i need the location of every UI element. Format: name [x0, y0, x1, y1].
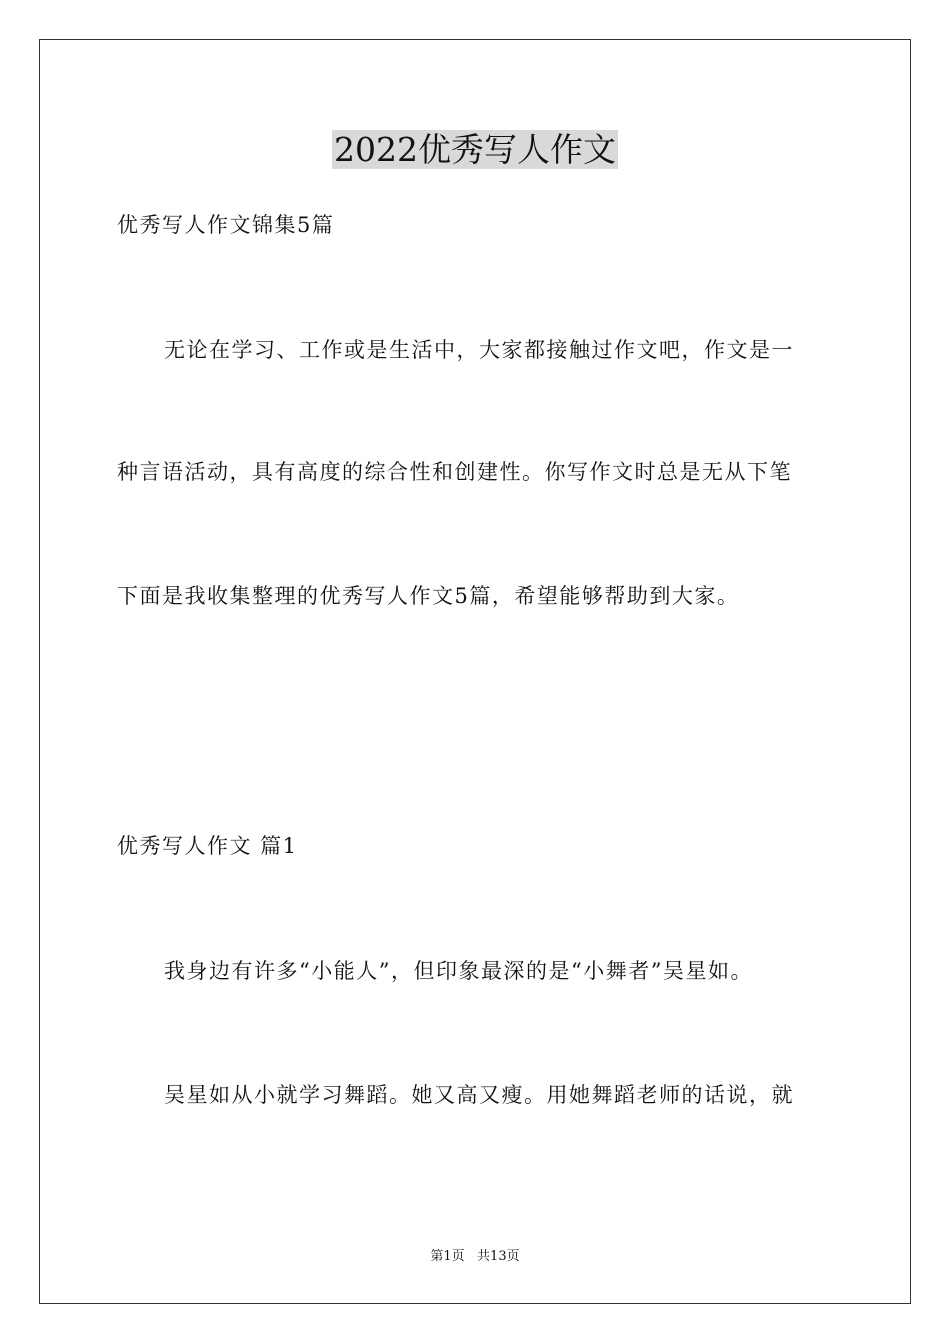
intro-line-1: 无论在学习、工作或是生活中，大家都接触过作文吧，作文是一: [164, 338, 794, 362]
subtitle: 优秀写人作文锦集5篇: [117, 213, 335, 237]
body-line-1: 我身边有许多“小能人”，但印象最深的是“小舞者”吴星如。: [164, 959, 753, 983]
section-heading: 优秀写人作文 篇1: [117, 834, 298, 858]
title-text: 2022优秀写人作文: [334, 130, 616, 169]
intro-line-2: 种言语活动，具有高度的综合性和创建性。你写作文时总是无从下笔: [117, 460, 792, 484]
body-line-2: 吴星如从小就学习舞蹈。她又高又瘦。用她舞蹈老师的话说，就: [164, 1083, 794, 1107]
document-title: [0, 128, 950, 172]
intro-line-3: 下面是我收集整理的优秀写人作文5篇，希望能够帮助到大家。: [117, 584, 740, 608]
page-indicator: 第1页 共13页: [430, 1249, 520, 1264]
